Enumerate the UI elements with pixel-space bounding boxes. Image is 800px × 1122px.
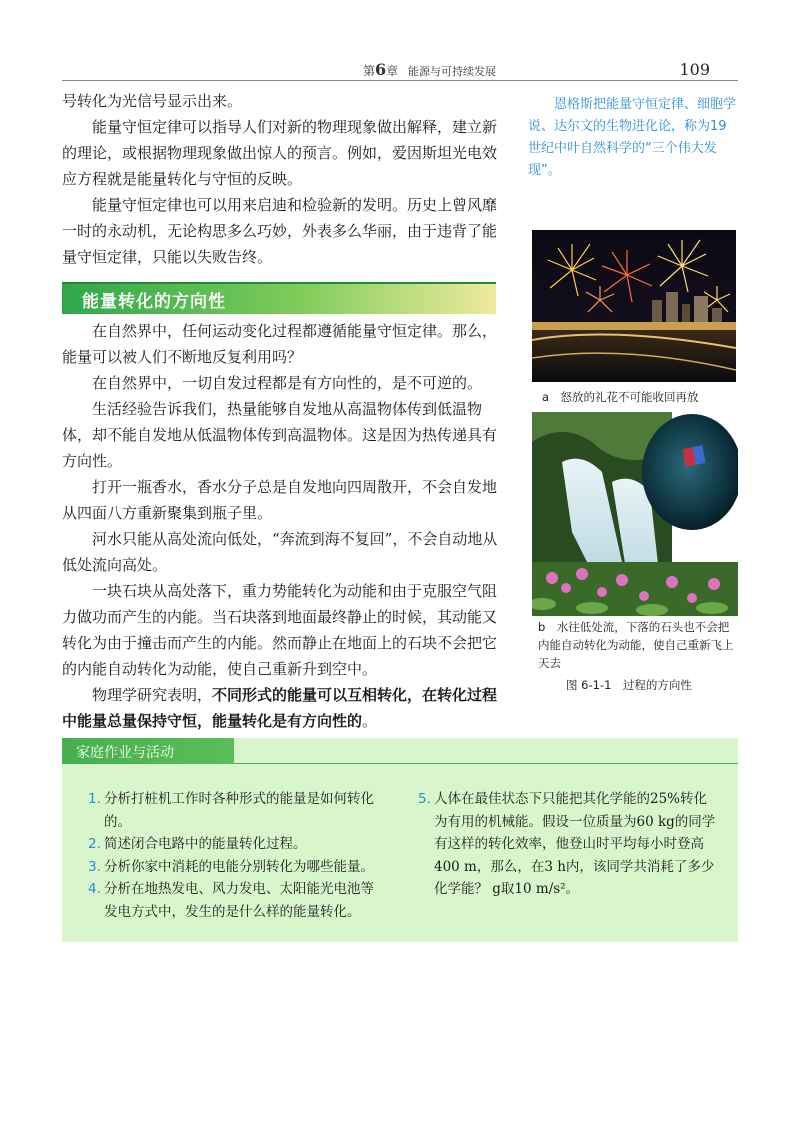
section-body xyxy=(62,318,498,734)
homework-title: 家庭作业与活动 xyxy=(76,745,174,761)
fireworks-photo xyxy=(532,230,736,382)
homework-item: 1. 分析打桩机工作时各种形式的能量是如何转化的。 xyxy=(88,791,374,830)
intro-text xyxy=(62,88,498,270)
homework-item: 4. 分析在地热发电、风力发电、太阳能光电池等发电方式中，发生的是什么样的能量转化。 xyxy=(88,881,374,920)
paragraph: 号转化为光信号显示出来。 xyxy=(62,92,243,110)
part-title: 能源与可持续发展 xyxy=(408,65,496,78)
paragraph: 能量守恒定律可以指导人们对新的物理现象做出解释，建立新的理论，或根据物理现象做出惊人的预言。例如，爱因斯坦光电效应方程就是能量转化与守恒的反映。 xyxy=(62,118,498,188)
homework-box xyxy=(62,738,738,942)
chapter-label: 第6章 xyxy=(363,60,399,79)
paragraph: 在自然界中，一切自发过程都是有方向性的，是不可逆的。 xyxy=(92,374,483,392)
paragraph: 生活经验告诉我们，热量能够自发地从高温物体传到低温物体，却不能自发地从低温物体传到高温物体。这是因为热传递具有方向性。 xyxy=(62,400,498,470)
paragraph: 一块石块从高处落下，重力势能转化为动能和由于克服空气阻力做功而产生的内能。当石块落到地面最终静止的时候，其动能又转化为由于撞击而产生的内能。然而静止在地面上的石块不会把它的内能自动转化为动能，使自己重新升到空中。 xyxy=(62,582,498,678)
waterfall-photo xyxy=(532,412,738,616)
paragraph: 在自然界中，任何运动变化过程都遵循能量守恒定律。那么，能量可以被人们不断地反复利用吗？ xyxy=(62,322,498,366)
conclusion-bold: 不同形式的能量可以互相转化，在转化过程中能量总量保持守恒，能量转化是有方向性的 xyxy=(62,686,498,730)
page-number: 109 xyxy=(679,60,710,79)
section-heading xyxy=(62,282,496,314)
caption-b: b 水往低处流，下落的石头也不会把内能自动转化为动能，使自己重新飞上天去 xyxy=(538,620,734,670)
paragraph: 能量守恒定律也可以用来启迪和检验新的发明。历史上曾风靡一时的永动机，无论构思多么巧妙，外表多么华丽，由于违背了能量守恒定律，只能以失败告终。 xyxy=(62,196,498,266)
page-header xyxy=(0,60,800,82)
side-note: 恩格斯把能量守恒定律、细胞学说、达尔文的生物进化论，称为19世纪中叶自然科学的“三个伟大发现”。 xyxy=(528,97,737,178)
homework-item: 2. 简述闭合电路中的能量转化过程。 xyxy=(88,836,307,852)
homework-item: 3. 分析你家中消耗的电能分别转化为哪些能量。 xyxy=(88,858,374,875)
homework-rule xyxy=(234,763,738,764)
homework-right-column xyxy=(418,788,718,901)
figure-caption: 图 6-1-1 过程的方向性 xyxy=(566,678,692,692)
section-title: 能量转化的方向性 xyxy=(82,292,226,312)
paragraph: 打开一瓶香水，香水分子总是自发地向四周散开，不会自发地从四面八方重新聚集到瓶子里。 xyxy=(62,478,498,522)
caption-a: a 怒放的礼花不可能收回再放 xyxy=(542,390,699,404)
homework-left-column xyxy=(88,788,384,923)
header-rule xyxy=(62,80,738,81)
conclusion-paragraph: 物理学研究表明，不同形式的能量可以互相转化，在转化过程中能量总量保持守恒，能量转化是有方向性的。 xyxy=(62,686,498,730)
homework-item: 5. 人体在最佳状态下只能把其化学能的25%转化为有用的机械能。假设一位质量为60 kg的同学有这样的转化效率，他登山时平均每小时登高400 m，那么，在3 h内，该同学共消耗了多少化学能？ g取10 m/s²。 xyxy=(418,791,716,897)
homework-tab xyxy=(62,738,234,764)
paragraph: 河水只能从高处流向低处，“奔流到海不复回”，不会自动地从低处流向高处。 xyxy=(62,530,498,574)
